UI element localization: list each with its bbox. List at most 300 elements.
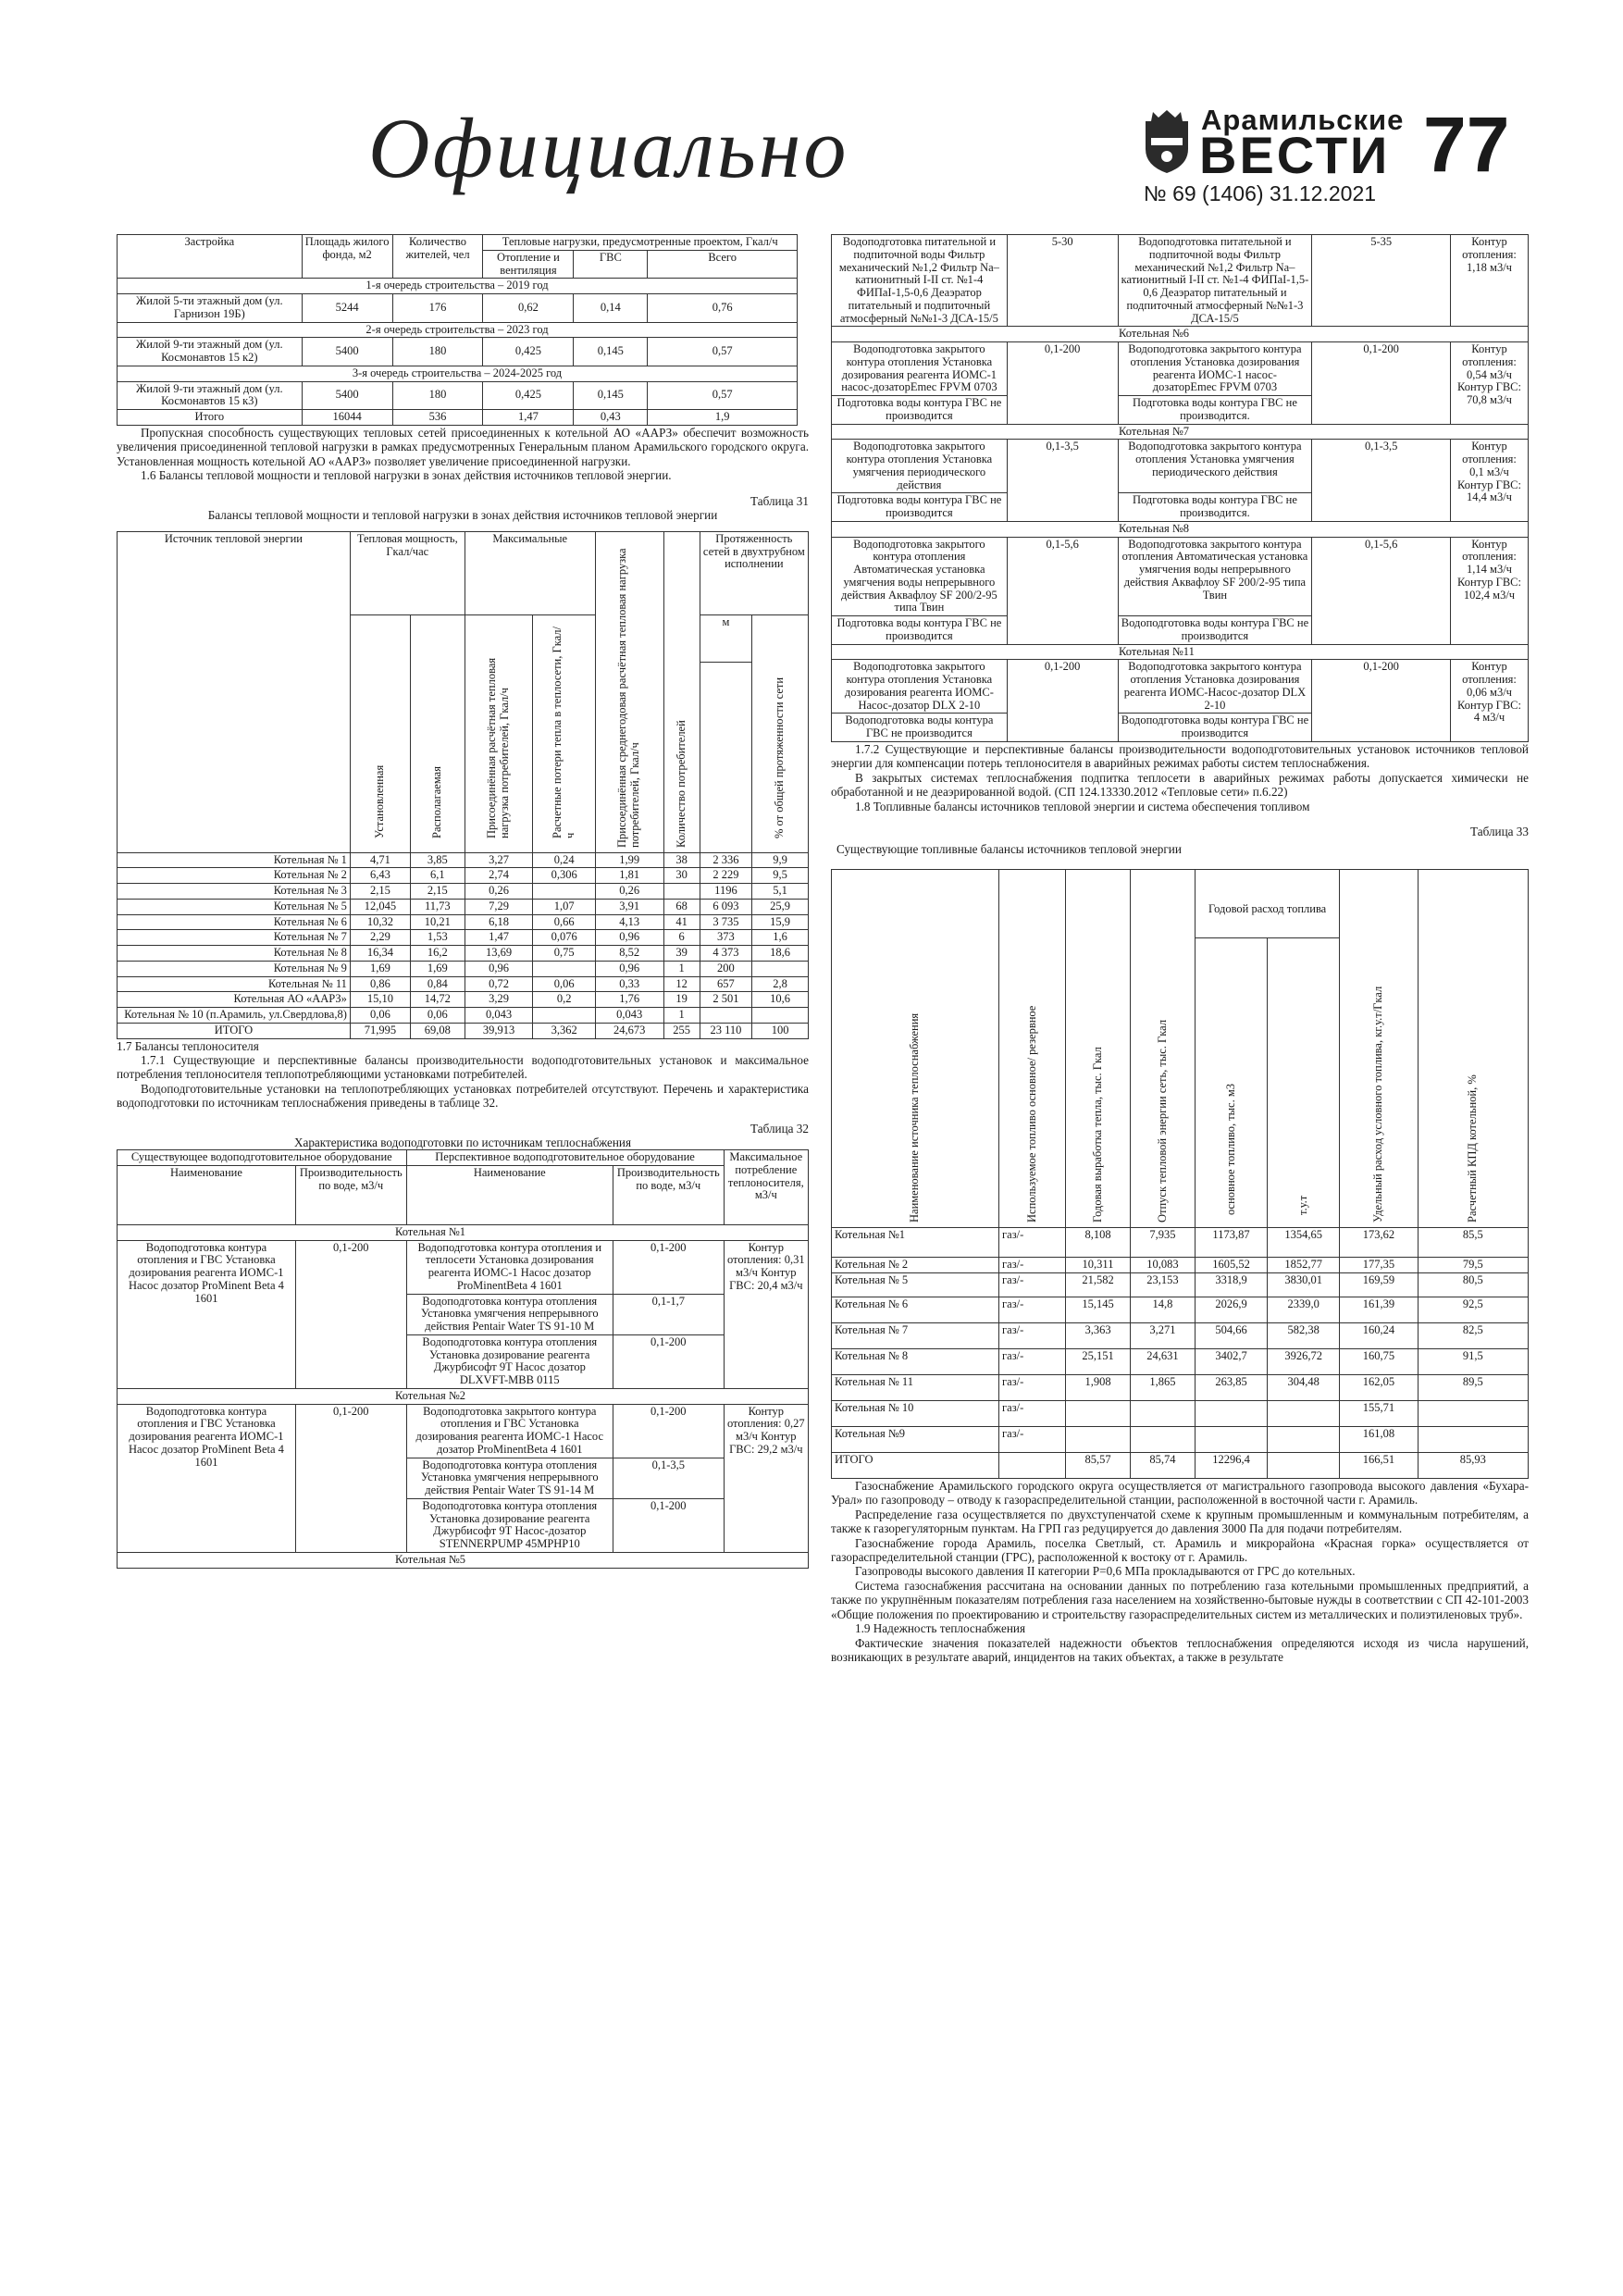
- paragraph: Фактические значения показателей надежности объектов теплоснабжения определяются исходя из числа нарушений, возникающих в результате аварий, инцидентов на таких объектах, а также в результате: [831, 1635, 1529, 1665]
- table-cell: Контур отопления: 0,06 м3/ч Контур ГВС: 4 м3/ч: [1451, 660, 1529, 742]
- table-header: Наименование источника теплоснабжения: [832, 870, 999, 1228]
- table-cell: [1418, 1400, 1528, 1426]
- table-cell: газ/-: [999, 1322, 1066, 1348]
- table-cell: 16044: [302, 410, 392, 426]
- table-title: Балансы тепловой мощности и тепловой нагрузки в зонах действия источников тепловой энергии: [207, 507, 718, 522]
- table-cell: 1,53: [411, 930, 465, 946]
- table-cell: Подготовка воды контура ГВС не производится: [832, 396, 1008, 425]
- table-header: Годовой расход топлива: [1195, 870, 1339, 938]
- table-cell: 16,2: [411, 946, 465, 962]
- table-cell: 6,1: [411, 868, 465, 884]
- table-cell: газ/-: [999, 1297, 1066, 1322]
- table-31: [117, 531, 809, 1039]
- table-cell: [1268, 1426, 1340, 1452]
- table-cell: Котельная № 2: [118, 868, 351, 884]
- table-cell: Котельная № 6: [118, 914, 351, 930]
- table-cell: 16,34: [350, 946, 410, 962]
- table-cell: Котельная №1: [832, 1228, 999, 1258]
- table-cell: [752, 1008, 809, 1024]
- table-cell: 10,083: [1130, 1258, 1195, 1273]
- table-cell: Котельная № 3: [118, 884, 351, 900]
- table-header: Расчетные потери тепла в теплосети, Гкал/ч: [533, 614, 595, 852]
- table-cell: Водоподготовка закрытого контура отопления и ГВС Установка дозирования реагента ИОМС-1 Насос дозатор ProMinentBeta 4 1601: [406, 1404, 613, 1458]
- table-cell: 177,35: [1340, 1258, 1418, 1273]
- table-cell: 0,145: [574, 338, 648, 366]
- table-cell: 0,043: [465, 1008, 533, 1024]
- table-cell: 11,73: [411, 899, 465, 914]
- table-cell: 6: [663, 930, 700, 946]
- table-header: Тепловые нагрузки, предусмотренные проектом, Гкал/ч: [483, 235, 798, 251]
- table-cell: 3402,7: [1195, 1348, 1267, 1374]
- table-cell: Котельная № 7: [832, 1322, 999, 1348]
- table-row: [118, 852, 809, 868]
- table-cell: 2,74: [465, 868, 533, 884]
- table-header: основное топливо, тыс. м3: [1195, 938, 1267, 1228]
- table-cell: 89,5: [1418, 1374, 1528, 1400]
- table-cell: 6 093: [700, 899, 751, 914]
- table-cell: 0,06: [533, 976, 595, 992]
- table-cell: Контур отопления: 0,54 м3/ч Контур ГВС: 70,8 м3/ч: [1451, 342, 1529, 425]
- table-cell: 14,8: [1130, 1297, 1195, 1322]
- table-header: Присоединённая расчётная тепловая нагрузка потребителей, Гкал/ч: [465, 614, 533, 852]
- page-number: 77: [1423, 101, 1510, 188]
- table-cell: 0,1-3,5: [1312, 440, 1451, 522]
- table-cell: 41: [663, 914, 700, 930]
- table-cell: 0,1-3,5: [613, 1458, 724, 1498]
- table-cell: 5-30: [1007, 235, 1118, 327]
- table-cell: 7,935: [1130, 1228, 1195, 1258]
- table-cell: 9,9: [752, 852, 809, 868]
- table-section-row: Котельная №5: [118, 1552, 809, 1568]
- table-cell: 85,5: [1418, 1228, 1528, 1258]
- table-cell: Водоподготовка контура отопления и ГВС Установка дозирования реагента ИОМС-1 Насос дозатор ProMinent Beta 4 1601: [118, 1404, 296, 1552]
- table-cell: Итого: [118, 410, 303, 426]
- table-row: [118, 1023, 809, 1038]
- table-row: [832, 660, 1529, 714]
- table-header: Установленная: [350, 614, 410, 852]
- table-cell: 0,1-200: [1312, 660, 1451, 742]
- table-row: [118, 1404, 809, 1458]
- table-cell: 1,6: [752, 930, 809, 946]
- paragraph: Водоподготовительные установки на теплопотребляющих установках потребителей отсутствуют. Перечень и характеристика водоподготовки по источникам теплоснабжения приведены в таблице 32.: [117, 1081, 809, 1111]
- table-cell: 21,582: [1066, 1272, 1131, 1297]
- table-cell: 0,57: [648, 381, 798, 410]
- table-cell: 0,1-200: [1007, 660, 1118, 742]
- table-cell: 180: [392, 338, 483, 366]
- table-cell: 39: [663, 946, 700, 962]
- table-row: [832, 1452, 1529, 1478]
- table-header: Максимальные: [465, 531, 595, 614]
- table-header: % от общей протяженности сети: [752, 614, 809, 852]
- table-cell: Подготовка воды контура ГВС не производится: [832, 493, 1008, 522]
- table-cell: 0,26: [595, 884, 663, 900]
- table-cell: 25,9: [752, 899, 809, 914]
- table-row: [118, 899, 809, 914]
- table-cell: 0,043: [595, 1008, 663, 1024]
- table-cell: 69,08: [411, 1023, 465, 1038]
- table-cell: Котельная № 10 (п.Арамиль, ул.Свердлова,8): [118, 1008, 351, 1024]
- table-header: Застройка: [118, 235, 303, 279]
- table-cell: 3,85: [411, 852, 465, 868]
- table-cell: 1,99: [595, 852, 663, 868]
- table-cell: 85,57: [1066, 1452, 1131, 1478]
- table-cell: 176: [392, 294, 483, 323]
- table-cell: Контур отопления: 1,18 м3/ч: [1451, 235, 1529, 327]
- table-cell: 504,66: [1195, 1322, 1267, 1348]
- table-cell: [1195, 1426, 1267, 1452]
- table-header: Максимальное потребление теплоносителя, м3/ч: [724, 1150, 808, 1225]
- right-column: [831, 234, 1529, 1664]
- table-header: ГВС: [574, 250, 648, 279]
- table-cell: Подготовка воды контура ГВС не производится.: [1118, 493, 1312, 522]
- table-cell: 38: [663, 852, 700, 868]
- table-cell: 82,5: [1418, 1322, 1528, 1348]
- table-header: Количество потребителей: [663, 531, 700, 852]
- table-cell: газ/-: [999, 1228, 1066, 1258]
- table-header: Присоединённая среднегодовая расчётная тепловая нагрузка потребителей, Гкал/ч: [595, 531, 663, 852]
- table-cell: 1,81: [595, 868, 663, 884]
- table-cell: [533, 884, 595, 900]
- table-cell: 1,908: [1066, 1374, 1131, 1400]
- table-cell: Жилой 9-ти этажный дом (ул. Космонавтов 15 к2): [118, 338, 303, 366]
- table-cell: Водоподготовка контура отопления Установка умягчения непрерывного действия Pentair Water TS 91-10 M: [406, 1294, 613, 1334]
- table-row: [118, 868, 809, 884]
- table-cell: [1195, 1400, 1267, 1426]
- table-cell: 0,24: [533, 852, 595, 868]
- table-cell: 657: [700, 976, 751, 992]
- table-cell: 5400: [302, 338, 392, 366]
- table-row: [118, 410, 798, 426]
- table-cell: 0,1-200: [295, 1404, 406, 1552]
- table-cell: газ/-: [999, 1348, 1066, 1374]
- table-cell: 0,145: [574, 381, 648, 410]
- table-cell: Котельная №9: [832, 1426, 999, 1452]
- table-cell: 0,62: [483, 294, 574, 323]
- section-heading: 1.9 Надежность теплоснабжения: [855, 1621, 1026, 1636]
- table-cell: 2,29: [350, 930, 410, 946]
- table-header: Источник тепловой энергии: [118, 531, 351, 852]
- paragraph: 1.7.2 Существующие и перспективные балансы производительности водоподготовительных установок источников тепловой энергии для компенсации потерь теплоносителя в аварийных режимах работы систем теплоснабжения.: [831, 741, 1529, 771]
- table-32-continued: [831, 234, 1529, 742]
- table-cell: 1196: [700, 884, 751, 900]
- table-cell: Водоподготовка закрытого контура отопления Автоматическая установка умягчения воды непрерывного действия Аквафлоу SF 200/2-95 типа Твин: [1118, 537, 1312, 616]
- table-cell: 0,1-200: [613, 1404, 724, 1458]
- table-cell: 6,43: [350, 868, 410, 884]
- table-cell: 24,631: [1130, 1348, 1195, 1374]
- table-cell: 1,69: [350, 961, 410, 976]
- section-title: Официально: [368, 101, 849, 195]
- table-cell: 2026,9: [1195, 1297, 1267, 1322]
- table-cell: [533, 1008, 595, 1024]
- table-cell: 0,2: [533, 992, 595, 1008]
- table-header: Тепловая мощность, Гкал/час: [350, 531, 465, 614]
- table-cell: 2 229: [700, 868, 751, 884]
- table-cell: Водоподготовка закрытого контура отопления Установка дозирования реагента ИОМС-1 насос-дозаторEmec FPVM 0703: [832, 342, 1008, 396]
- table-cell: Водоподготовка контура отопления Установка умягчения непрерывного действия Pentair Water TS 91-14 M: [406, 1458, 613, 1498]
- table-cell: 15,10: [350, 992, 410, 1008]
- table-cell: Водоподготовка закрытого контура отопления Автоматическая установка умягчения воды непрерывного действия Аквафлоу SF 200/2-95 типа Твин: [832, 537, 1008, 616]
- table-cell: 1,07: [533, 899, 595, 914]
- table-cell: 12,045: [350, 899, 410, 914]
- paragraph: В закрытых системах теплоснабжения подпитка теплосети в аварийных режимах работы допускается химически не обработанной и не деаэрированной водой. (СП 124.13330.2012 «Тепловые сети» п.6.22): [831, 770, 1529, 800]
- table-cell: 0,84: [411, 976, 465, 992]
- paragraph: Распределение газа осуществляется по двухступенчатой схеме к крупным промышленным и коммунальным потребителям, а также к газорегуляторным пунктам. На ГРП газ редуцируется до давления 3000 Па для подачи потребителям.: [831, 1507, 1529, 1536]
- table-cell: 2,15: [350, 884, 410, 900]
- table-cell: 1,47: [483, 410, 574, 426]
- table-cell: 0,425: [483, 381, 574, 410]
- table-cell: 0,1-200: [1312, 342, 1451, 425]
- table-cell: 582,38: [1268, 1322, 1340, 1348]
- table-cell: 0,14: [574, 294, 648, 323]
- page-header: [0, 0, 1623, 213]
- table-cell: Котельная № 7: [118, 930, 351, 946]
- brand-name-main: ВЕСТИ: [1199, 126, 1391, 184]
- table-cell: 14,72: [411, 992, 465, 1008]
- table-cell: Водоподготовка закрытого контура отопления Установка умягчения периодического действия: [1118, 440, 1312, 493]
- table-header: Перспективное водоподготовительное оборудование: [406, 1150, 724, 1166]
- table-cell: 263,85: [1195, 1374, 1267, 1400]
- table-cell: [1268, 1400, 1340, 1426]
- table-cell: 0,1-5,6: [1312, 537, 1451, 644]
- table-cell: 10,32: [350, 914, 410, 930]
- table-cell: Котельная № 5: [832, 1272, 999, 1297]
- table-cell: Водоподготовка воды контура ГВС не производится: [1118, 714, 1312, 742]
- table-cell: 12296,4: [1195, 1452, 1267, 1478]
- paragraph: 1.7.1 Существующие и перспективные балансы производительности водоподготовительных установок и максимальное потребления теплоносителя теплопотребляющими установками потребителей.: [117, 1053, 809, 1082]
- table-cell: 3,363: [1066, 1322, 1131, 1348]
- table-cell: 0,1-3,5: [1007, 440, 1118, 522]
- table-cell: 0,86: [350, 976, 410, 992]
- table-cell: 15,145: [1066, 1297, 1131, 1322]
- table-cell: 1354,65: [1268, 1228, 1340, 1258]
- table-row: [118, 294, 798, 323]
- table-section-row: Котельная №1: [118, 1224, 809, 1240]
- table-row: [118, 930, 809, 946]
- table-row: [832, 1322, 1529, 1348]
- paragraph: Газопроводы высокого давления II категории P=0,6 МПа прокладываются от ГРС до котельных.: [855, 1564, 1356, 1579]
- table-header: Всего: [648, 250, 798, 279]
- table-cell: 6,18: [465, 914, 533, 930]
- table-cell: газ/-: [999, 1272, 1066, 1297]
- table-row: [118, 914, 809, 930]
- table-cell: 23,153: [1130, 1272, 1195, 1297]
- table-cell: 4,13: [595, 914, 663, 930]
- table-cell: 0,306: [533, 868, 595, 884]
- paragraph: Газоснабжение города Арамиль, поселка Светлый, ст. Арамиль и микрорайона «Красная горка» осуществляется от газораспределительной станции (ГРС), расположенной к востоку от г. Арамиль.: [831, 1535, 1529, 1564]
- table-cell: Контур отопления: 0,27 м3/ч Контур ГВС: 29,2 м3/ч: [724, 1404, 808, 1552]
- table-cell: газ/-: [999, 1426, 1066, 1452]
- table-cell: [752, 961, 809, 976]
- table-label: Таблица 31: [750, 493, 809, 508]
- table-cell: [1268, 1452, 1340, 1478]
- table-row: [832, 1297, 1529, 1322]
- table-cell: 3 735: [700, 914, 751, 930]
- table-cell: 71,995: [350, 1023, 410, 1038]
- table-cell: 160,75: [1340, 1348, 1418, 1374]
- table-cell: [700, 1008, 751, 1024]
- table-row: [118, 961, 809, 976]
- table-cell: 2339,0: [1268, 1297, 1340, 1322]
- table-row: [118, 884, 809, 900]
- table-cell: [533, 961, 595, 976]
- table-cell: [700, 662, 751, 852]
- table-cell: 3,362: [533, 1023, 595, 1038]
- table-cell: 0,1-200: [613, 1498, 724, 1552]
- table-cell: 169,59: [1340, 1272, 1418, 1297]
- table-header: Наименование: [118, 1165, 296, 1224]
- table-cell: газ/-: [999, 1400, 1066, 1426]
- table-cell: Котельная № 8: [832, 1348, 999, 1374]
- table-row: [118, 946, 809, 962]
- table-header: Площадь жилого фонда, м2: [302, 235, 392, 279]
- coat-of-arms-icon: [1140, 108, 1194, 175]
- table-cell: газ/-: [999, 1258, 1066, 1273]
- table-section-row: Котельная №11: [832, 644, 1529, 660]
- table-header: Наименование: [406, 1165, 613, 1224]
- table-header: Протяженность сетей в двухтрубном исполнении: [700, 531, 808, 614]
- table-cell: 5,1: [752, 884, 809, 900]
- table-cell: ИТОГО: [832, 1452, 999, 1478]
- table-cell: 92,5: [1418, 1297, 1528, 1322]
- table-section-row: 2-я очередь строительства – 2023 год: [118, 322, 798, 338]
- table-cell: 9,5: [752, 868, 809, 884]
- table-cell: 1: [663, 961, 700, 976]
- table-cell: 536: [392, 410, 483, 426]
- table-cell: 85,93: [1418, 1452, 1528, 1478]
- table-cell: 79,5: [1418, 1258, 1528, 1273]
- table-cell: 80,5: [1418, 1272, 1528, 1297]
- table-cell: 8,108: [1066, 1228, 1131, 1258]
- table-row: [832, 537, 1529, 616]
- table-cell: 304,48: [1268, 1374, 1340, 1400]
- table-row: [832, 1258, 1529, 1273]
- left-column: [117, 234, 809, 1569]
- table-cell: 1,76: [595, 992, 663, 1008]
- table-cell: 68: [663, 899, 700, 914]
- table-cell: 30: [663, 868, 700, 884]
- table-cell: Котельная № 8: [118, 946, 351, 962]
- table-cell: 161,08: [1340, 1426, 1418, 1452]
- paragraph: Пропускная способность существующих тепловых сетей присоединенных к котельной АО «ААРЗ» обеспечит возможность увеличения присоединенной тепловой нагрузки в рамках предусмотренных Генеральным планом Арамильского городского округа. Установленная мощность котельной АО «ААРЗ» позволяет увеличение присоединенной нагрузки.: [117, 425, 809, 468]
- table-cell: Котельная № 6: [832, 1297, 999, 1322]
- table-cell: Контур отопления: 1,14 м3/ч Контур ГВС: 102,4 м3/ч: [1451, 537, 1529, 644]
- table-cell: 2 336: [700, 852, 751, 868]
- table-cell: 91,5: [1418, 1348, 1528, 1374]
- table-row: [832, 440, 1529, 493]
- table-cell: 18,6: [752, 946, 809, 962]
- table-cell: Водоподготовка контура отопления Установка дозирование реагента Джурбисофт 9Т Насос-дозатор STENNERPUMP 45MPHP10: [406, 1498, 613, 1552]
- table-32: [117, 1149, 809, 1569]
- table-cell: Водоподготовка закрытого контура отопления Установка дозирования реагента ИОМС-Насос-дозатор DLX 2-10: [1118, 660, 1312, 714]
- table-cell: 8,52: [595, 946, 663, 962]
- table-cell: 1,865: [1130, 1374, 1195, 1400]
- table-cell: 0,1-5,6: [1007, 537, 1118, 644]
- table-header: Расчетный КПД котельной, %: [1418, 870, 1528, 1228]
- table-cell: [1418, 1426, 1528, 1452]
- table-header: Производительность по воде, м3/ч: [295, 1165, 406, 1224]
- table-row: [832, 1374, 1529, 1400]
- table-cell: 15,9: [752, 914, 809, 930]
- table-cell: 0,75: [533, 946, 595, 962]
- table-row: [118, 1240, 809, 1294]
- table-row: [832, 235, 1529, 327]
- table-cell: Жилой 5-ти этажный дом (ул. Гарнизон 19Б): [118, 294, 303, 323]
- table-cell: 0,1-200: [613, 1240, 724, 1294]
- table-header: Располагаемая: [411, 614, 465, 852]
- table-section-row: Котельная №7: [832, 424, 1529, 440]
- table-header: Удельный расход условного топлива, кг.у.т/Гкал: [1340, 870, 1418, 1228]
- table-cell: 10,21: [411, 914, 465, 930]
- table-cell: 255: [663, 1023, 700, 1038]
- table-cell: 13,69: [465, 946, 533, 962]
- table-cell: Водоподготовка закрытого контура отопления Установка умягчения периодического действия: [832, 440, 1008, 493]
- table-header: Отпуск тепловой энергии сеть, тыс. Гкал: [1130, 870, 1195, 1228]
- table-cell: 160,24: [1340, 1322, 1418, 1348]
- table-cell: 0,06: [350, 1008, 410, 1024]
- table-cell: 0,1-1,7: [613, 1294, 724, 1334]
- table-section-row: Котельная №6: [832, 327, 1529, 342]
- table-cell: 19: [663, 992, 700, 1008]
- table-header: Существующее водоподготовительное оборудование: [118, 1150, 407, 1166]
- table-row: [832, 1426, 1529, 1452]
- table-cell: Водоподготовка контура отопления и теплосети Установка дозирования реагента ИОМС-1 Насос дозатор ProMinentBeta 4 1601: [406, 1240, 613, 1294]
- table-cell: Подготовка воды контура ГВС не производится.: [1118, 396, 1312, 425]
- table-cell: 85,74: [1130, 1452, 1195, 1478]
- table-cell: 2 501: [700, 992, 751, 1008]
- table-cell: 1,69: [411, 961, 465, 976]
- table-cell: 1,47: [465, 930, 533, 946]
- table-cell: 0,96: [465, 961, 533, 976]
- table-cell: Котельная № 10: [832, 1400, 999, 1426]
- table-cell: 100: [752, 1023, 809, 1038]
- table-section-row: Котельная №2: [118, 1388, 809, 1404]
- table-cell: 3,27: [465, 852, 533, 868]
- table-title: Существующие топливные балансы источников тепловой энергии: [836, 842, 1182, 857]
- table-cell: 5-35: [1312, 235, 1451, 327]
- table-cell: 4,71: [350, 852, 410, 868]
- table-cell: 0,26: [465, 884, 533, 900]
- table-cell: 0,1-200: [613, 1334, 724, 1388]
- table-cell: 0,57: [648, 338, 798, 366]
- table-cell: Жилой 9-ти этажный дом (ул. Космонавтов 15 к3): [118, 381, 303, 410]
- table-cell: [1066, 1400, 1131, 1426]
- table-cell: 3830,01: [1268, 1272, 1340, 1297]
- table-cell: Водоподготовка воды контура ГВС не производится: [1118, 616, 1312, 645]
- table-row: [832, 1228, 1529, 1258]
- table-cell: 4 373: [700, 946, 751, 962]
- paragraph: Газоснабжение Арамильского городского округа осуществляется от магистрального газопровода высокого давления «Бухара-Урал» по газопроводу – отводу к газораспределительной станции, расположенной в восточной части г. Арамиль.: [831, 1478, 1529, 1508]
- table-header: Используемое топливо основное/ резервное: [999, 870, 1066, 1228]
- table-cell: 0,1-200: [295, 1240, 406, 1388]
- table-header: Количество жителей, чел: [392, 235, 483, 279]
- table-cell: [1066, 1426, 1131, 1452]
- table-cell: Котельная № 2: [832, 1258, 999, 1273]
- paragraph: Система газоснабжения рассчитана на основании данных по потреблению газа котельными промышленных предприятий, а также по укрупнённым показателям потребления газа населением на хозяйственно-бытовые нужды в соответствии с СП 42-101-2003 «Общие положения по проектированию и строительству газораспределительных систем из металлических и полиэтиленовых труб».: [831, 1578, 1529, 1621]
- table-cell: 180: [392, 381, 483, 410]
- paragraph: 1.6 Балансы тепловой мощности и тепловой нагрузки в зонах действия источников тепловой энергии.: [141, 468, 672, 483]
- table-row: [118, 381, 798, 410]
- table-cell: 25,151: [1066, 1348, 1131, 1374]
- table-cell: 0,33: [595, 976, 663, 992]
- table-cell: 3318,9: [1195, 1272, 1267, 1297]
- table-cell: 373: [700, 930, 751, 946]
- table-cell: Водоподготовка закрытого контура отопления Установка дозирования реагента ИОМС-1 насос-дозаторEmec FPVM 0703: [1118, 342, 1312, 396]
- table-30: [117, 234, 798, 426]
- table-cell: Котельная № 11: [118, 976, 351, 992]
- table-cell: 0,43: [574, 410, 648, 426]
- table-cell: 5244: [302, 294, 392, 323]
- table-cell: 1173,87: [1195, 1228, 1267, 1258]
